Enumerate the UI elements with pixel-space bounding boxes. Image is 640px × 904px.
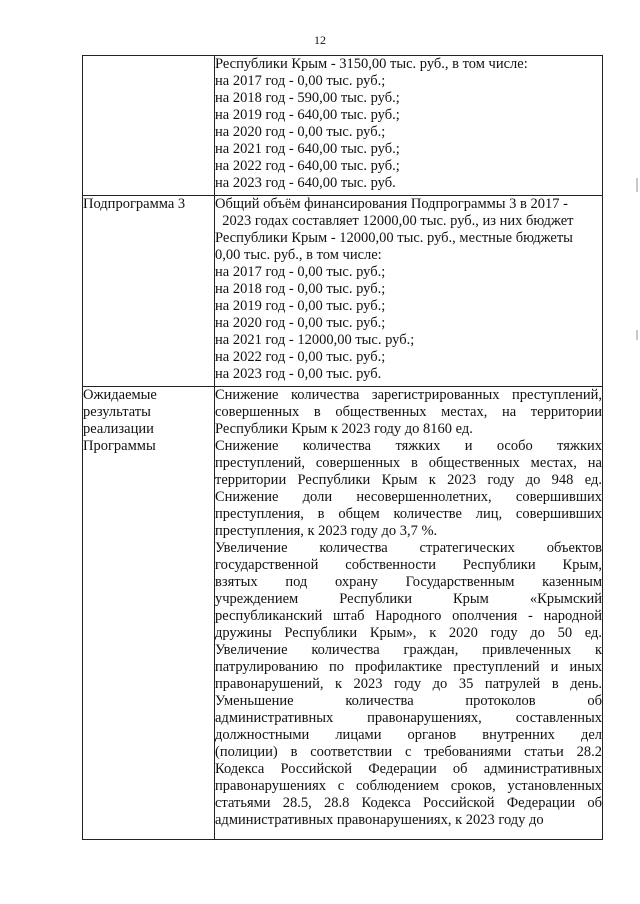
funding-line: Общий объём финансирования Подпрограммы 3 в 2017 - [215,196,568,212]
funding-line: на 2023 год - 0,00 тыс. руб. [215,366,382,382]
row-label: Подпрограмма 3 [83,196,186,212]
table-row [83,196,603,387]
result-line: Республики Крым к 2023 году до 8160 ед. [215,421,473,437]
funding-line: Республики Крым - 3150,00 тыс. руб., в том числе: [215,56,528,72]
result-line: Уменьшение количества протоколов об [215,693,602,709]
result-line: патрулированию по профилактике преступлений и иных [215,659,602,675]
row-label: реализации [83,421,154,437]
result-line: учреждением Республики Крым «Крымский [215,591,602,607]
result-line: Увеличение количества граждан, привлеченных к [215,642,602,658]
row-label: результаты [83,404,151,420]
result-line: дружины Республики Крым», к 2020 году до 50 ед. [215,625,602,641]
funding-line: на 2020 год - 0,00 тыс. руб.; [215,315,386,331]
result-line: территории Республики Крым к 2023 году до 948 ед. [215,472,602,488]
funding-line: на 2021 год - 12000,00 тыс. руб.; [215,332,415,348]
funding-line: на 2020 год - 0,00 тыс. руб.; [215,124,386,140]
funding-line: на 2023 год - 640,00 тыс. руб. [215,175,396,191]
table-row [83,56,603,196]
result-line: совершенных в общественных местах, на территории [215,404,602,420]
funding-line: на 2018 год - 0,00 тыс. руб.; [215,281,386,297]
row-label-cell [83,56,215,196]
result-line: должностными лицами органов внутренних дел [215,727,602,743]
table-row [83,387,603,840]
row-content-cell [215,56,603,196]
row-label-cell [83,196,215,387]
result-paragraph [215,438,602,540]
scan-edge-mark [636,330,638,340]
row-content-cell [215,196,603,387]
result-paragraph [215,387,602,438]
funding-line: 2023 годах составляет 12000,00 тыс. руб., из них бюджет [215,213,574,229]
result-line: Снижение количества тяжких и особо тяжких [215,438,602,454]
page-number: 12 [314,33,326,47]
result-line: (полиции) в соответствии с требованиями статьи 28.2 [215,744,602,760]
result-line: Снижение доли несовершеннолетних, совершивших [215,489,602,505]
result-paragraph [215,540,602,829]
funding-line: на 2017 год - 0,00 тыс. руб.; [215,264,386,280]
funding-line: на 2017 год - 0,00 тыс. руб.; [215,73,386,89]
result-line: преступления, к 2023 году до 3,7 %. [215,523,438,539]
result-line: статьями 28.5, 28.8 Кодекса Российской Федерации об [215,795,602,811]
row-label-cell [83,387,215,840]
funding-line: на 2019 год - 640,00 тыс. руб.; [215,107,400,123]
funding-line: на 2021 год - 640,00 тыс. руб.; [215,141,400,157]
result-line: государственной собственности Республики Крым, [215,557,602,573]
result-line: правонарушениях с соблюдением сроков, установленных [215,778,602,794]
result-line: Кодекса Российской Федерации об административных [215,761,602,777]
funding-line: Республики Крым - 12000,00 тыс. руб., местные бюджеты [215,230,573,246]
result-line: преступлений, совершенных в общественных местах, на [215,455,602,471]
funding-line: на 2022 год - 640,00 тыс. руб.; [215,158,400,174]
scan-edge-mark [636,178,638,192]
result-line: административных правонарушениях, к 2023 году до [215,812,544,828]
result-line: административных правонарушениях, составленных [215,710,602,726]
result-line: Снижение количества зарегистрированных преступлений, [215,387,602,403]
result-line: республиканский штаб Народного ополчения - народной [215,608,602,624]
funding-line: на 2022 год - 0,00 тыс. руб.; [215,349,386,365]
row-label: Программы [83,438,156,454]
funding-line: 0,00 тыс. руб., в том числе: [215,247,382,263]
result-line: преступления, в общем количестве лиц, совершивших [215,506,602,522]
result-line: взятых под охрану Государственным казенным [215,574,602,590]
program-passport-table [82,55,603,840]
result-line: Увеличение количества стратегических объектов [215,540,602,556]
result-line: правонарушений, к 2023 году до 35 патрулей в день. [215,676,602,692]
funding-line: на 2018 год - 590,00 тыс. руб.; [215,90,400,106]
row-label: Ожидаемые [83,387,157,403]
row-content-cell [215,387,603,840]
funding-line: на 2019 год - 0,00 тыс. руб.; [215,298,386,314]
